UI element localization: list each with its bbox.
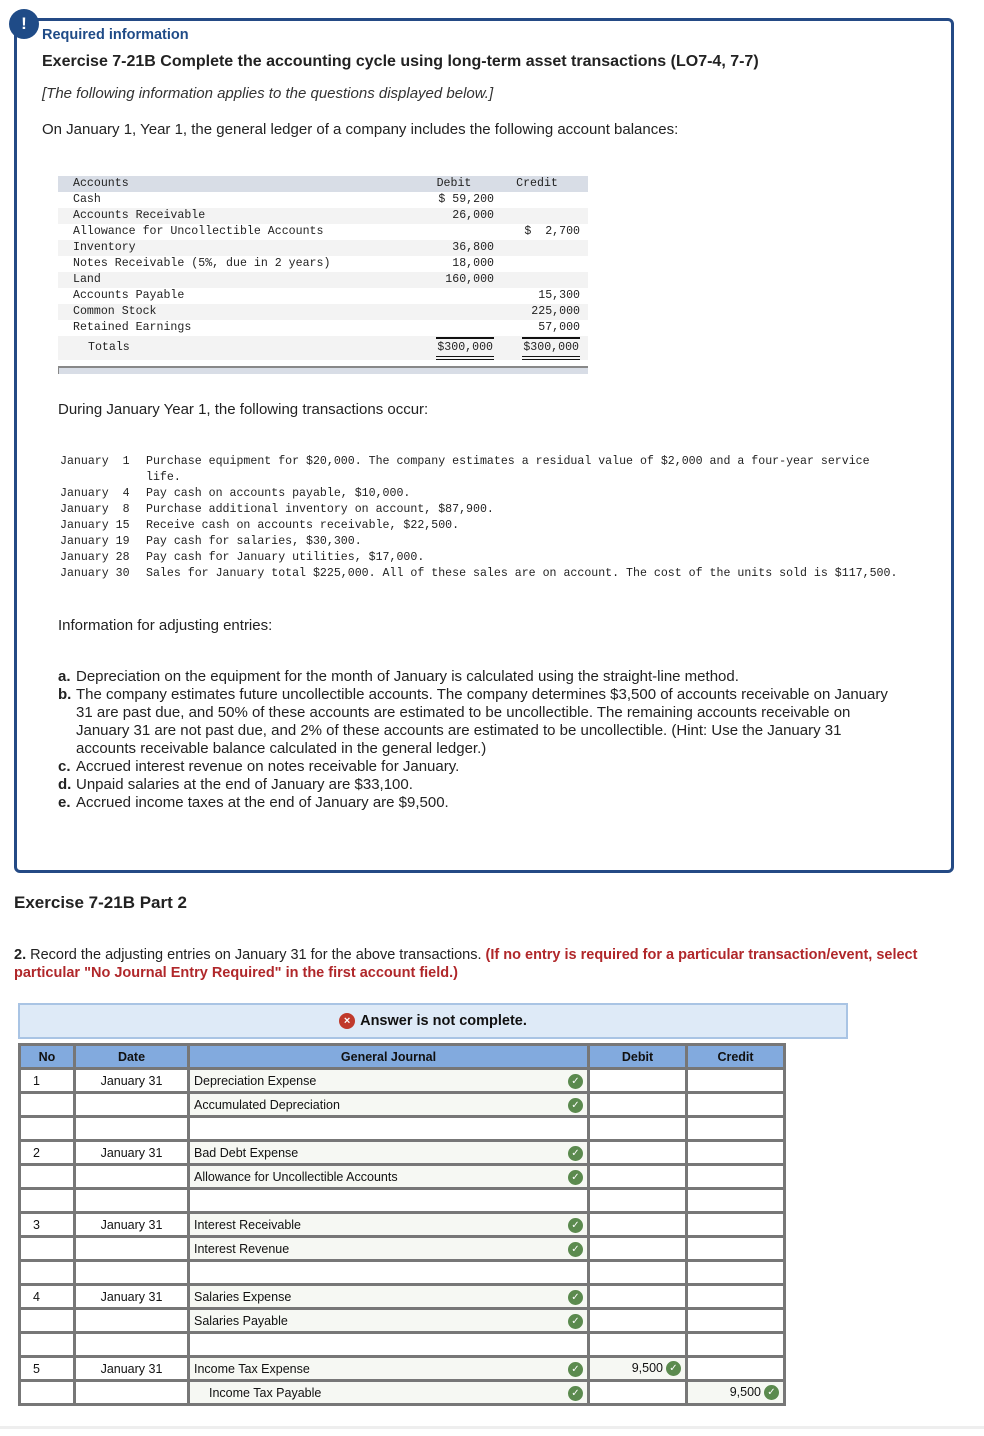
instruction-number: 2. [14, 947, 27, 963]
journal-header-row [20, 1045, 785, 1069]
header-date: Date [75, 1045, 189, 1069]
adjusting-letter: c. [58, 758, 71, 775]
account-field[interactable] [189, 1333, 589, 1357]
required-information-label: Required information [42, 27, 189, 43]
debit-field[interactable] [589, 1309, 687, 1333]
check-icon: ✓ [568, 1290, 583, 1305]
x-circle-icon: × [339, 1013, 355, 1029]
check-icon: ✓ [568, 1170, 583, 1185]
ledger-row [58, 272, 588, 288]
transaction-text: Pay cash for salaries, $30,300. [146, 535, 362, 548]
ledger-row [58, 320, 588, 336]
entry-date[interactable] [75, 1381, 189, 1405]
ledger-cell-account: Common Stock [73, 305, 157, 318]
transactions-intro: During January Year 1, the following transactions occur: [58, 401, 429, 418]
account-field[interactable] [189, 1381, 589, 1405]
account-field[interactable] [189, 1261, 589, 1285]
debit-field[interactable] [589, 1189, 687, 1213]
entry-number: 1 [20, 1069, 75, 1093]
account-field[interactable] [189, 1237, 589, 1261]
credit-field[interactable] [687, 1213, 785, 1237]
account-field[interactable] [189, 1069, 589, 1093]
ledger-cell-debit [414, 288, 494, 304]
entry-number [20, 1237, 75, 1261]
transaction-item [60, 518, 906, 534]
entry-number [20, 1093, 75, 1117]
adjusting-list [58, 668, 898, 812]
transaction-date: January 30 [60, 567, 130, 580]
entry-number [20, 1165, 75, 1189]
header-debit: Debit [589, 1045, 687, 1069]
debit-field[interactable] [589, 1117, 687, 1141]
entry-date[interactable] [75, 1261, 189, 1285]
header-credit: Credit [687, 1045, 785, 1069]
debit-field[interactable] [589, 1381, 687, 1405]
entry-number [20, 1189, 75, 1213]
check-icon: ✓ [568, 1218, 583, 1233]
credit-value: 9,500 [729, 1384, 761, 1399]
ledger-cell-credit [494, 272, 584, 288]
account-name: Income Tax Expense [194, 1361, 310, 1376]
check-icon: ✓ [764, 1385, 779, 1400]
debit-field[interactable] [589, 1213, 687, 1237]
transaction-item [60, 502, 906, 518]
ledger-header-row [58, 176, 588, 192]
transaction-item [60, 566, 906, 582]
adjusting-text: Accrued interest revenue on notes receivable for January. [76, 758, 460, 775]
applies-note: [The following information applies to the questions displayed below.] [42, 85, 494, 102]
ledger-cell-account: Allowance for Uncollectible Accounts [73, 225, 324, 238]
credit-field[interactable] [687, 1285, 785, 1309]
account-field[interactable] [189, 1117, 589, 1141]
account-name: Salaries Payable [194, 1313, 288, 1328]
entry-number [20, 1381, 75, 1405]
ledger-cell-credit: 57,000 [538, 321, 580, 334]
check-icon: ✓ [568, 1314, 583, 1329]
ledger-cell-debit [414, 304, 494, 320]
entry-number: 5 [20, 1357, 75, 1381]
ledger-totals-row [58, 336, 588, 360]
debit-field[interactable] [589, 1141, 687, 1165]
transaction-date: January 4 [60, 487, 130, 500]
account-field[interactable] [189, 1213, 589, 1237]
ledger-row [58, 208, 588, 224]
entry-number: 2 [20, 1141, 75, 1165]
entry-number [20, 1117, 75, 1141]
answer-status-banner [18, 1003, 848, 1039]
journal-row [20, 1357, 785, 1381]
header-no: No [20, 1045, 75, 1069]
header-general-journal: General Journal [189, 1045, 589, 1069]
transaction-text: Pay cash for January utilities, $17,000. [146, 551, 425, 564]
credit-field[interactable] [687, 1141, 785, 1165]
ledger-cell-account: Cash [73, 193, 101, 206]
journal-row [20, 1189, 785, 1213]
answer-status-text: Answer is not complete. [360, 1013, 527, 1029]
ledger-row [58, 224, 588, 240]
ledger-cell-debit: $ 59,200 [438, 193, 494, 206]
transaction-item [60, 534, 906, 550]
ledger-cell-debit: 18,000 [452, 257, 494, 270]
instruction-note: (If no entry is required for a particular transaction/event, select particular "No Journal Entry Required" in the first account field.) [14, 947, 918, 981]
debit-field[interactable] [589, 1285, 687, 1309]
debit-field[interactable] [589, 1357, 687, 1381]
transaction-date: January 19 [60, 535, 130, 548]
ledger-cell-account: Inventory [73, 241, 136, 254]
ledger-cell-credit: 225,000 [531, 305, 580, 318]
transaction-text: Purchase equipment for $20,000. The company estimates a residual value of $2,000 and a four-year service life. [146, 455, 870, 484]
ledger-totals-label: Totals [88, 341, 130, 354]
ledger-header-accounts: Accounts [73, 177, 129, 190]
entry-number: 3 [20, 1213, 75, 1237]
account-field[interactable] [189, 1285, 589, 1309]
account-field[interactable] [189, 1309, 589, 1333]
debit-field[interactable] [589, 1093, 687, 1117]
check-icon: ✓ [568, 1242, 583, 1257]
account-name: Allowance for Uncollectible Accounts [194, 1169, 398, 1184]
ledger-cell-credit [494, 240, 584, 256]
transaction-date: January 1 [60, 455, 130, 468]
ledger-row [58, 256, 588, 272]
entry-date[interactable] [75, 1093, 189, 1117]
ledger-cell-debit [414, 224, 494, 240]
check-icon: ✓ [568, 1098, 583, 1113]
ledger-row [58, 288, 588, 304]
ledger-cell-account: Accounts Receivable [73, 209, 206, 222]
ledger-cell-account: Retained Earnings [73, 321, 192, 334]
journal-row [20, 1069, 785, 1093]
entry-number: 4 [20, 1285, 75, 1309]
adjusting-letter: a. [58, 668, 71, 685]
account-field[interactable] [189, 1189, 589, 1213]
credit-field[interactable] [687, 1381, 785, 1405]
ledger-cell-credit [494, 208, 584, 224]
transaction-text: Pay cash on accounts payable, $10,000. [146, 487, 411, 500]
debit-field[interactable] [589, 1237, 687, 1261]
adjusting-text: Accrued income taxes at the end of January are $9,500. [76, 794, 449, 811]
ledger-cell-account: Notes Receivable (5%, due in 2 years) [73, 257, 331, 270]
transaction-date: January 8 [60, 503, 130, 516]
account-name: Interest Receivable [194, 1217, 302, 1232]
entry-number [20, 1261, 75, 1285]
journal-row [20, 1213, 785, 1237]
entry-number [20, 1333, 75, 1357]
check-icon: ✓ [568, 1074, 583, 1089]
alert-icon: ! [9, 9, 39, 39]
part-title: Exercise 7-21B Part 2 [14, 893, 187, 912]
account-field[interactable] [189, 1141, 589, 1165]
transaction-text: Sales for January total $225,000. All of these sales are on account. The cost of the units sold is $117,500. [146, 567, 898, 580]
ledger-cell-credit [494, 192, 584, 208]
entry-date[interactable] [75, 1165, 189, 1189]
entry-date[interactable]: January 31 [75, 1213, 189, 1237]
entry-date[interactable] [75, 1237, 189, 1261]
transaction-item [60, 550, 906, 566]
credit-field[interactable] [687, 1309, 785, 1333]
transaction-date: January 15 [60, 519, 130, 532]
journal-row [20, 1261, 785, 1285]
check-icon: ✓ [568, 1146, 583, 1161]
ledger-intro: On January 1, Year 1, the general ledger of a company includes the following account balances: [42, 121, 679, 138]
entry-date[interactable] [75, 1117, 189, 1141]
account-field[interactable] [189, 1357, 589, 1381]
credit-field[interactable] [687, 1333, 785, 1357]
account-name: Salaries Expense [194, 1289, 292, 1304]
credit-field[interactable] [687, 1165, 785, 1189]
adjusting-item [58, 794, 898, 812]
ledger-row [58, 304, 588, 320]
account-name: Depreciation Expense [194, 1073, 317, 1088]
ledger-header-credit: Credit [516, 177, 558, 190]
entry-date[interactable] [75, 1189, 189, 1213]
journal-row [20, 1333, 785, 1357]
credit-field[interactable] [687, 1117, 785, 1141]
journal-row [20, 1381, 785, 1405]
check-icon: ✓ [666, 1361, 681, 1376]
ledger-cell-debit [414, 320, 494, 336]
credit-field[interactable] [687, 1357, 785, 1381]
adjusting-text: Unpaid salaries at the end of January are $33,100. [76, 776, 413, 793]
account-field[interactable] [189, 1093, 589, 1117]
general-journal-table [18, 1043, 786, 1406]
journal-row [20, 1093, 785, 1117]
check-icon: ✓ [568, 1362, 583, 1377]
transaction-text: Receive cash on accounts receivable, $22,500. [146, 519, 460, 532]
credit-field[interactable] [687, 1069, 785, 1093]
check-icon: ✓ [568, 1386, 583, 1401]
ledger-horizontal-scrollbar[interactable] [58, 366, 588, 374]
debit-field[interactable] [589, 1165, 687, 1189]
ledger-table [58, 176, 588, 360]
adjusting-item [58, 776, 898, 794]
part-instruction [14, 946, 944, 982]
adjusting-letter: e. [58, 794, 71, 811]
credit-field[interactable] [687, 1261, 785, 1285]
transaction-item [60, 486, 906, 502]
credit-field[interactable] [687, 1189, 785, 1213]
entry-date[interactable]: January 31 [75, 1285, 189, 1309]
journal-row [20, 1117, 785, 1141]
adjusting-text: The company estimates future uncollectible accounts. The company determines $3,500 of accounts receivable on January 31 are past due, and 50% of these accounts are estimated to be uncollectible. The remaining accounts receivable on January 31 are not past due, and 2% of these accounts are estimated to be uncollectible. (Hint: Use the January 31 accounts receivable balance calculated in the general ledger.) [76, 686, 888, 757]
ledger-total-debit: $300,000 [436, 337, 494, 360]
adjusting-item [58, 758, 898, 776]
ledger-row [58, 192, 588, 208]
entry-date[interactable] [75, 1309, 189, 1333]
account-name: Income Tax Payable [209, 1385, 322, 1400]
ledger-cell-account: Land [73, 273, 101, 286]
ledger-total-credit: $300,000 [522, 337, 580, 360]
transaction-item [60, 454, 906, 486]
exercise-title: Exercise 7-21B Complete the accounting cycle using long-term asset transactions (LO7-4, 7-7) [42, 53, 759, 70]
ledger-cell-debit: 160,000 [445, 273, 494, 286]
credit-field[interactable] [687, 1237, 785, 1261]
journal-row [20, 1237, 785, 1261]
journal-row [20, 1309, 785, 1333]
ledger-header-debit: Debit [436, 177, 472, 190]
debit-field[interactable] [589, 1069, 687, 1093]
adjusting-intro: Information for adjusting entries: [58, 617, 273, 634]
transaction-date: January 28 [60, 551, 130, 564]
ledger-cell-credit [494, 256, 584, 272]
adjusting-letter: d. [58, 776, 72, 793]
entry-number [20, 1309, 75, 1333]
entry-date[interactable]: January 31 [75, 1069, 189, 1093]
entry-date[interactable]: January 31 [75, 1357, 189, 1381]
journal-row [20, 1285, 785, 1309]
ledger-cell-credit: 15,300 [538, 289, 580, 302]
account-field[interactable] [189, 1165, 589, 1189]
entry-date[interactable]: January 31 [75, 1141, 189, 1165]
adjusting-item [58, 668, 898, 686]
ledger-cell-credit: $ 2,700 [524, 225, 580, 238]
ledger-cell-debit: 36,800 [452, 241, 494, 254]
adjusting-text: Depreciation on the equipment for the month of January is calculated using the straight-line method. [76, 668, 739, 685]
ledger-cell-debit: 26,000 [452, 209, 494, 222]
credit-field[interactable] [687, 1093, 785, 1117]
journal-row [20, 1141, 785, 1165]
entry-date[interactable] [75, 1333, 189, 1357]
account-name: Bad Debt Expense [194, 1145, 299, 1160]
debit-field[interactable] [589, 1261, 687, 1285]
ledger-row [58, 240, 588, 256]
account-name: Accumulated Depreciation [194, 1097, 340, 1112]
debit-value: 9,500 [631, 1360, 663, 1375]
adjusting-item [58, 686, 898, 758]
transactions-list [60, 454, 906, 582]
bottom-divider [0, 1426, 984, 1429]
instruction-text: Record the adjusting entries on January 31 for the above transactions. [26, 947, 486, 963]
journal-row [20, 1165, 785, 1189]
account-name: Interest Revenue [194, 1241, 290, 1256]
debit-field[interactable] [589, 1333, 687, 1357]
adjusting-letter: b. [58, 686, 72, 703]
transaction-text: Purchase additional inventory on account, $87,900. [146, 503, 494, 516]
ledger-cell-account: Accounts Payable [73, 289, 185, 302]
